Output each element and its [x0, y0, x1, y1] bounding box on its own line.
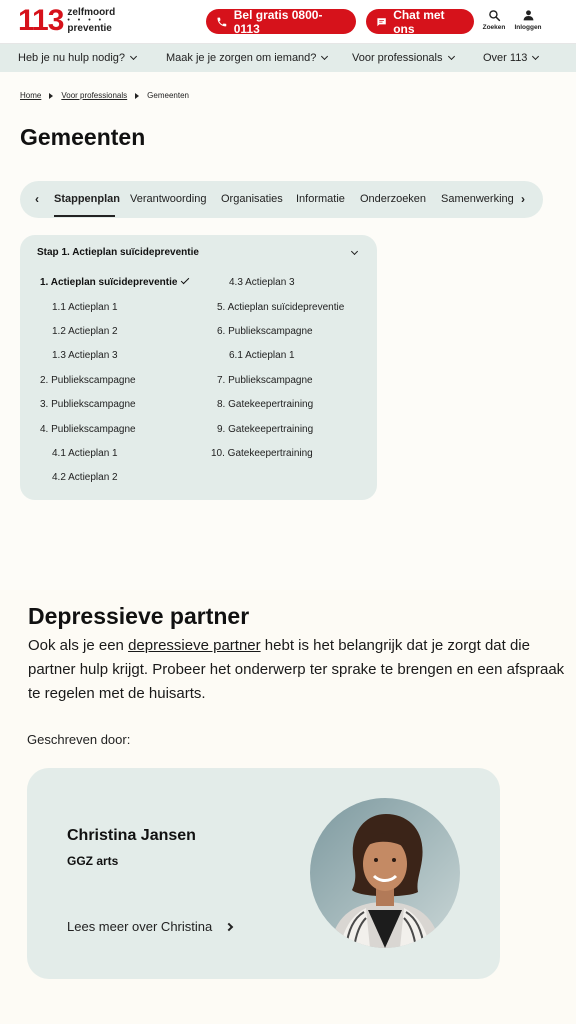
chat-button[interactable]: [366, 9, 474, 34]
chevron-down-icon: [321, 53, 328, 60]
tab-onderzoeken[interactable]: Onderzoeken: [360, 193, 427, 205]
call-button[interactable]: [206, 9, 356, 34]
step-item[interactable]: [40, 276, 187, 288]
nav-item-zorgen[interactable]: [166, 44, 327, 72]
steps-panel: [20, 235, 377, 500]
step-item[interactable]: 8. Gatekeepertraining: [217, 399, 314, 410]
tab-verantwoording[interactable]: Verantwoording: [130, 193, 207, 205]
step-item[interactable]: 4. Publiekscampagne: [40, 424, 136, 435]
chevron-right-icon[interactable]: ›: [521, 192, 525, 206]
breadcrumb-separator-icon: [135, 93, 139, 99]
step-item[interactable]: 4.2 Actieplan 2: [52, 472, 118, 483]
read-more-author-link[interactable]: [67, 919, 232, 934]
chevron-left-icon[interactable]: ‹: [35, 192, 39, 206]
nav-item-over-113[interactable]: [483, 44, 538, 72]
page-title: Gemeenten: [20, 124, 146, 150]
chat-button-label: Chat met ons: [393, 7, 445, 36]
author-portrait-image: [310, 798, 460, 948]
chevron-down-icon: [130, 53, 137, 60]
written-by-label: Geschreven door:: [27, 732, 131, 747]
article-text: [28, 634, 568, 706]
article-title: Depressieve partner: [28, 603, 250, 629]
search-button-label: Zoeken: [482, 24, 506, 31]
step-label: 1. Actieplan suïcidepreventie: [40, 277, 178, 288]
steps-header[interactable]: Stap 1. Actieplan suïcidepreventie: [37, 247, 199, 258]
step-item[interactable]: 10. Gatekeepertraining: [211, 448, 313, 459]
step-item[interactable]: 6. Publiekscampagne: [217, 326, 313, 337]
tab-stappenplan[interactable]: Stappenplan: [54, 193, 121, 205]
logo[interactable]: [18, 6, 115, 36]
check-icon: [181, 276, 189, 284]
logo-dots: • • • •: [67, 17, 105, 24]
chevron-down-icon: [532, 53, 539, 60]
chevron-down-icon: [447, 53, 454, 60]
tab-informatie[interactable]: Informatie: [296, 193, 345, 205]
article-text-start: Ook als je een: [28, 637, 129, 654]
call-button-label: Bel gratis 0800-0113: [233, 7, 323, 36]
site-header: [0, 0, 576, 44]
user-icon: [522, 9, 535, 22]
tab-samenwerking[interactable]: Samenwerking: [441, 193, 514, 205]
author-role: GGZ arts: [67, 854, 119, 868]
nav-item-label: Maak je je zorgen om iemand?: [166, 52, 317, 64]
logo-word-preventie: preventie: [67, 23, 112, 34]
step-item[interactable]: 3. Publiekscampagne: [40, 399, 136, 410]
author-name: Christina Jansen: [67, 827, 196, 844]
nav-item-hulp[interactable]: [18, 44, 136, 72]
nav-item-label: Over 113: [483, 52, 528, 64]
author-avatar: [310, 798, 460, 948]
chevron-down-icon[interactable]: [351, 248, 358, 255]
logo-word-zelfmoord: zelfmoord: [67, 7, 116, 18]
main-nav: [0, 44, 576, 72]
step-item[interactable]: 4.1 Actieplan 1: [52, 448, 118, 459]
nav-item-professionals[interactable]: [352, 44, 454, 72]
step-item[interactable]: 1.1 Actieplan 1: [52, 302, 118, 313]
nav-item-label: Heb je nu hulp nodig?: [18, 52, 126, 64]
phone-icon: [216, 16, 228, 28]
nav-item-label: Voor professionals: [352, 52, 443, 64]
search-icon: [488, 9, 501, 22]
chat-icon: [376, 16, 387, 28]
tab-organisaties[interactable]: Organisaties: [221, 193, 283, 205]
article-text-end: hebt is het belangrijk dat je zorgt dat die partner hulp krijgt. Probeer het onderwerp ter sprake te brengen en een afspraak te regelen met de huisarts.: [28, 637, 565, 702]
logo-number: 113: [18, 4, 64, 37]
active-tab-indicator: [54, 215, 115, 217]
login-button[interactable]: [511, 9, 545, 31]
step-item[interactable]: 5. Actieplan suïcidepreventie: [217, 302, 345, 313]
search-button[interactable]: [477, 9, 511, 31]
chevron-right-icon: [225, 922, 233, 930]
author-card: [27, 768, 500, 979]
tab-bar: [20, 181, 543, 218]
step-item[interactable]: 4.3 Actieplan 3: [229, 277, 295, 288]
depressieve-partner-link[interactable]: depressieve partner: [128, 637, 261, 654]
breadcrumb-current: Gemeenten: [147, 91, 189, 100]
step-item[interactable]: 7. Publiekscampagne: [217, 375, 313, 386]
step-item[interactable]: 1.2 Actieplan 2: [52, 326, 118, 337]
read-more-label: Lees meer over Christina: [67, 919, 213, 934]
login-button-label: Inloggen: [514, 24, 542, 31]
logo-words: [67, 8, 115, 34]
breadcrumb-separator-icon: [49, 93, 53, 99]
breadcrumb-voor-professionals[interactable]: Voor professionals: [61, 91, 128, 100]
step-item[interactable]: 2. Publiekscampagne: [40, 375, 136, 386]
breadcrumb: [20, 91, 189, 100]
breadcrumb-home[interactable]: Home: [20, 91, 42, 100]
step-item[interactable]: 1.3 Actieplan 3: [52, 350, 118, 361]
step-item[interactable]: 6.1 Actieplan 1: [229, 350, 295, 361]
step-item[interactable]: 9. Gatekeepertraining: [217, 424, 314, 435]
